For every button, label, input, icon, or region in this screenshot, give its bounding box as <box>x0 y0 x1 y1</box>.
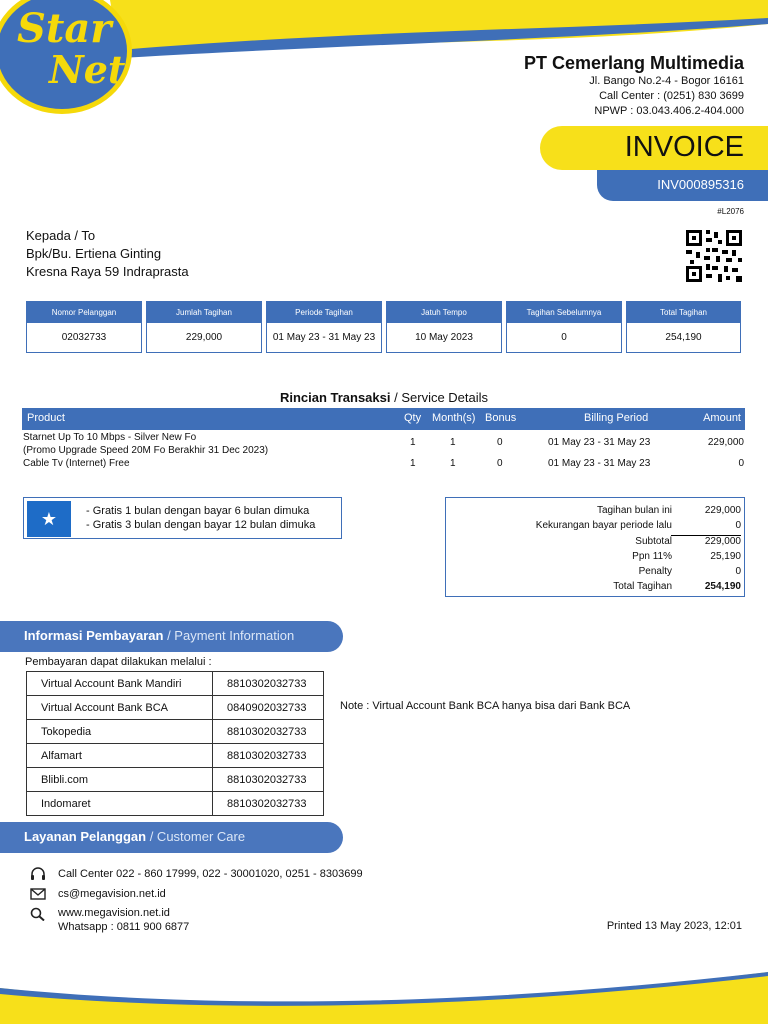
summary-box-due-date <box>386 301 502 353</box>
payment-note: Note : Virtual Account Bank BCA hanya bisa dari Bank BCA <box>340 700 631 712</box>
totals-row <box>446 551 744 566</box>
promo-line: - Gratis 1 bulan dengan bayar 6 bulan dimuka <box>86 505 310 517</box>
payment-method-number: 8810302032733 <box>213 672 324 696</box>
logo-text-net: Net <box>49 47 126 92</box>
invoice-number-banner <box>597 170 768 201</box>
product-name: Cable Tv (Internet) Free <box>23 458 130 469</box>
totals-row <box>446 520 744 535</box>
totals-label: Subtotal <box>635 536 672 547</box>
totals-value: 0 <box>735 566 741 577</box>
payment-row <box>27 768 324 792</box>
service-row-product <box>23 431 268 470</box>
totals-label: Ppn 11% <box>632 551 672 562</box>
totals-label: Tagihan bulan ini <box>596 505 672 516</box>
payment-method-number: 0840902032733 <box>213 696 324 720</box>
row1-bonus: 0 <box>497 437 503 448</box>
printed-timestamp: Printed 13 May 2023, 12:01 <box>606 920 742 932</box>
totals-row-grand <box>446 581 744 596</box>
column-qty: Qty <box>404 412 422 424</box>
invoice-code: #L2076 <box>717 207 744 216</box>
totals-value: 0 <box>735 520 741 531</box>
row1-qty: 1 <box>410 437 416 448</box>
payment-method-name: Alfamart <box>27 744 213 768</box>
row2-qty: 1 <box>410 458 416 469</box>
care-website[interactable]: www.megavision.net.id <box>58 907 170 919</box>
care-phone: Call Center 022 - 860 17999, 022 - 30001020, 0251 - 8303699 <box>58 867 363 880</box>
recipient-label: Kepada / To <box>26 228 96 243</box>
care-web-row <box>30 906 189 934</box>
summary-header: Tagihan Sebelumnya <box>507 302 621 323</box>
payment-method-name: Tokopedia <box>27 720 213 744</box>
service-table-header <box>22 408 745 430</box>
headset-icon <box>30 867 46 881</box>
row2-bonus: 0 <box>497 458 503 469</box>
payment-method-number: 8810302032733 <box>213 744 324 768</box>
payment-row <box>27 744 324 768</box>
column-bonus: Bonus <box>485 412 517 424</box>
payment-row <box>27 720 324 744</box>
row1-period: 01 May 23 - 31 May 23 <box>548 437 651 448</box>
summary-value: 10 May 2023 <box>415 332 473 343</box>
summary-box-bill-amount <box>146 301 262 353</box>
summary-header: Jatuh Tempo <box>387 302 501 323</box>
column-billing-period: Billing Period <box>584 412 649 424</box>
row2-amount: 0 <box>738 458 744 469</box>
payment-row <box>27 672 324 696</box>
footer-wave <box>0 964 768 1024</box>
product-name: Starnet Up To 10 Mbps - Silver New Fo <box>23 432 197 443</box>
payment-method-number: 8810302032733 <box>213 720 324 744</box>
invoice-title: INVOICE <box>624 131 744 163</box>
payment-intro: Pembayaran dapat dilakukan melalui : <box>25 656 212 668</box>
totals-value: 229,000 <box>704 505 741 516</box>
summary-box-previous-bill <box>506 301 622 353</box>
company-info <box>524 52 744 119</box>
invoice-title-banner <box>540 126 768 170</box>
summary-value: 254,190 <box>665 332 702 343</box>
column-product: Product <box>27 412 65 424</box>
mail-icon <box>30 887 46 901</box>
row2-months: 1 <box>450 458 456 469</box>
column-amount: Amount <box>703 412 741 424</box>
row1-amount: 229,000 <box>707 437 744 448</box>
recipient-block <box>26 227 189 281</box>
company-npwp: NPWP : 03.043.406.2-404.000 <box>594 105 744 117</box>
payment-methods-table <box>26 671 324 816</box>
summary-header: Nomor Pelanggan <box>27 302 141 323</box>
care-email[interactable]: cs@megavision.net.id <box>58 887 166 900</box>
company-name: PT Cemerlang Multimedia <box>523 53 744 73</box>
search-icon <box>30 907 46 921</box>
summary-box-billing-period <box>266 301 382 353</box>
summary-value: 229,000 <box>185 332 223 343</box>
summary-value: 01 May 23 - 31 May 23 <box>272 332 376 343</box>
payment-method-number: 8810302032733 <box>213 792 324 816</box>
summary-header: Periode Tagihan <box>267 302 381 323</box>
care-email-row <box>30 887 166 901</box>
recipient-name: Bpk/Bu. Ertiena Ginting <box>26 246 162 261</box>
invoice-number: INV000895316 <box>657 177 744 192</box>
company-call-center: Call Center : (0251) 830 3699 <box>599 90 744 102</box>
product-note: (Promo Upgrade Speed 20M Fo Berakhir 31 Dec 2023) <box>23 445 269 456</box>
qr-code-icon <box>686 230 742 282</box>
service-details-title-bold: Rincian Transaksi <box>279 390 391 405</box>
totals-label: Kekurangan bayar periode lalu <box>535 520 672 531</box>
promo-box <box>23 497 342 539</box>
payment-method-name: Virtual Account Bank BCA <box>27 696 213 720</box>
care-whatsapp: Whatsapp : 0811 900 6877 <box>58 921 190 933</box>
summary-value: 0 <box>561 332 567 343</box>
summary-box-customer-number <box>26 301 142 353</box>
grand-total-value: 254,190 <box>704 581 741 592</box>
logo-text-star: Star <box>17 5 112 52</box>
summary-box-total-bill <box>626 301 741 353</box>
starnet-logo <box>0 0 132 114</box>
payment-method-name: Indomaret <box>27 792 213 816</box>
totals-label: Total Tagihan <box>613 581 672 592</box>
company-address: Jl. Bango No.2-4 - Bogor 16161 <box>589 75 744 87</box>
payment-method-name: Blibli.com <box>27 768 213 792</box>
totals-row <box>446 536 744 551</box>
row2-period: 01 May 23 - 31 May 23 <box>548 458 651 469</box>
totals-value: 25,190 <box>710 551 741 562</box>
totals-row <box>446 566 744 581</box>
care-title-bold: Layanan Pelanggan <box>24 829 147 844</box>
care-title-rest: / Customer Care <box>146 829 246 844</box>
service-details-title-rest: / Service Details <box>390 390 489 405</box>
payment-title-bold: Informasi Pembayaran <box>24 628 164 643</box>
care-phone-row <box>30 867 363 881</box>
customer-care-band <box>0 822 343 853</box>
summary-value: 02032733 <box>61 332 107 343</box>
column-months: Month(s) <box>432 412 476 424</box>
payment-title-rest: / Payment Information <box>163 628 295 643</box>
totals-value: 229,000 <box>704 536 741 547</box>
totals-label: Penalty <box>638 566 672 577</box>
payment-info-band <box>0 621 343 652</box>
recipient-address: Kresna Raya 59 Indraprasta <box>26 264 189 279</box>
totals-row <box>446 505 744 520</box>
promo-line: - Gratis 3 bulan dengan bayar 12 bulan dimuka <box>86 519 316 531</box>
service-details-title <box>0 390 768 405</box>
totals-box <box>445 497 745 597</box>
row1-months: 1 <box>450 437 456 448</box>
payment-method-number: 8810302032733 <box>213 768 324 792</box>
payment-method-name: Virtual Account Bank Mandiri <box>27 672 213 696</box>
summary-header: Total Tagihan <box>627 302 740 323</box>
summary-header: Jumlah Tagihan <box>147 302 261 323</box>
star-icon: ★ <box>27 501 71 537</box>
payment-row <box>27 792 324 816</box>
payment-row <box>27 696 324 720</box>
